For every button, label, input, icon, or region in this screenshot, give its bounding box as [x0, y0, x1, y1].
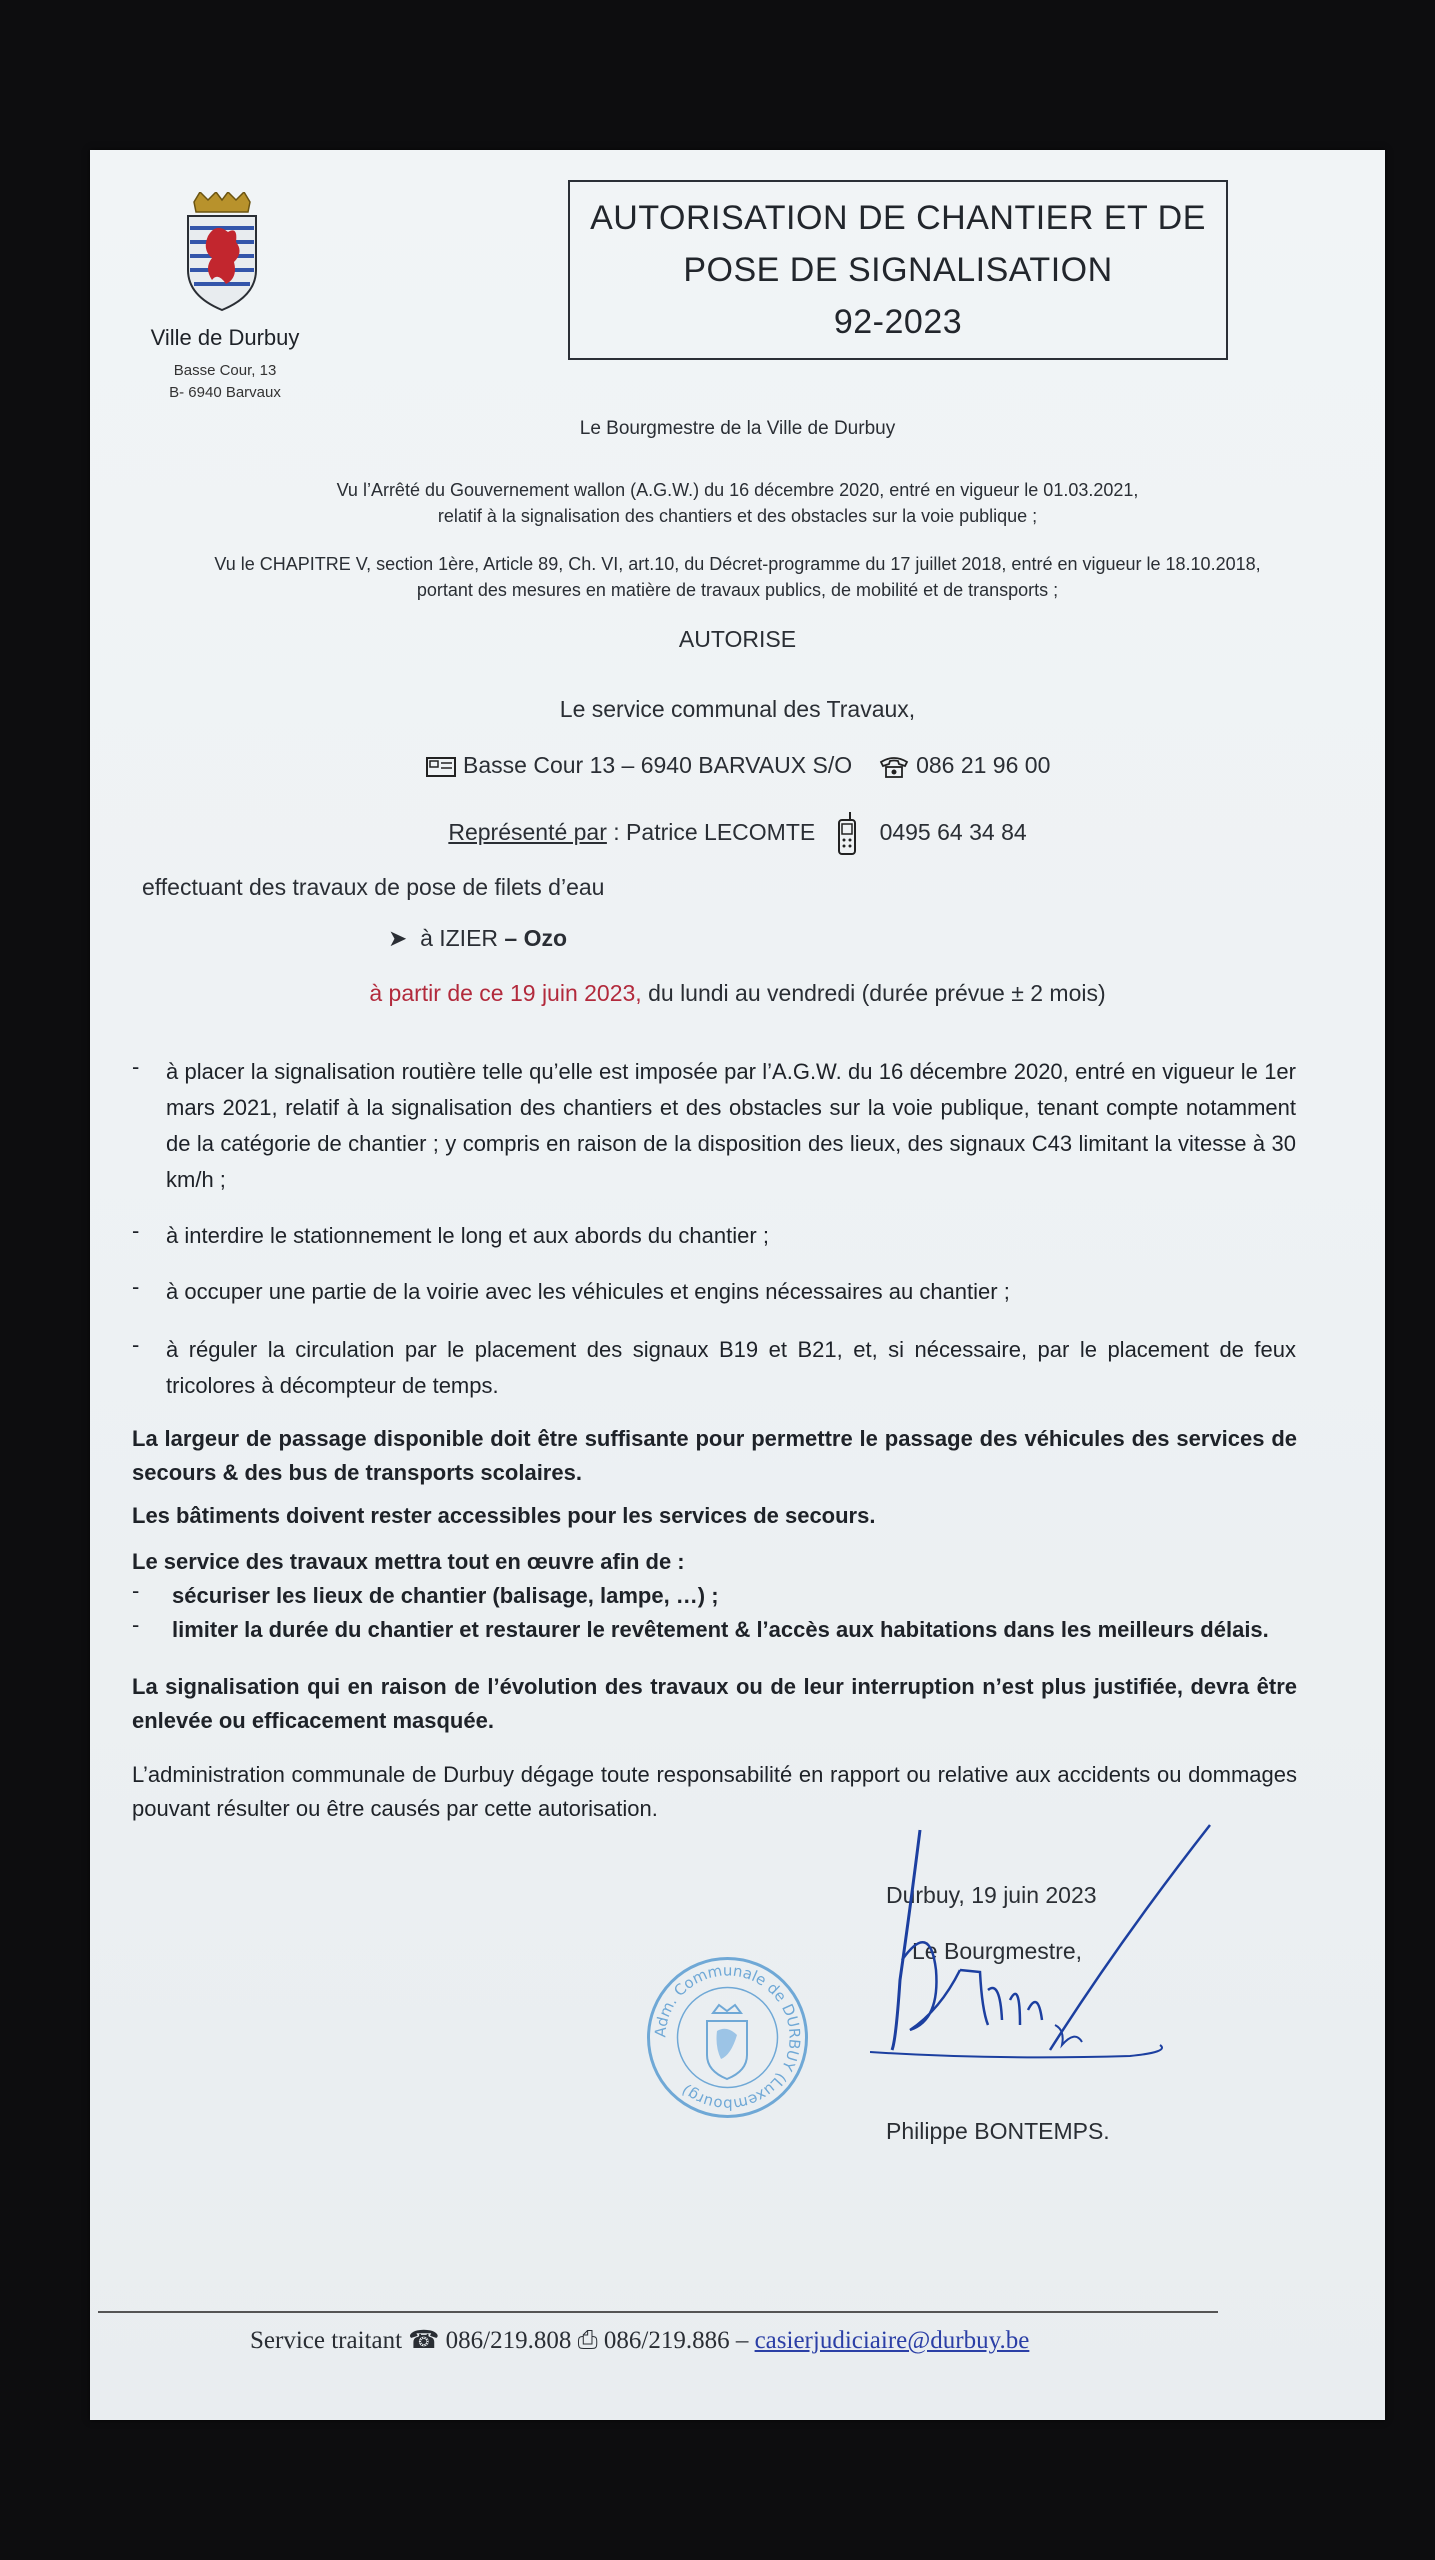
vu-agw-line-2: relatif à la signalisation des chantiers et des obstacles sur la voie publique ;	[437, 506, 1038, 526]
bullet-dash: -	[132, 1218, 140, 1243]
official-stamp	[645, 1955, 810, 2120]
address-line-2: B- 6940 Barvaux	[169, 384, 281, 401]
svg-text:Adm. Communale de DURBUY (Luxe: Adm. Communale de DURBUY (Luxembourg)	[651, 1961, 804, 2114]
footer-label: Service traitant	[250, 2327, 403, 2354]
mesure-limiter: limiter la durée du chantier et restaurer le revêtement & l’accès aux habitations dans les meilleurs délais.	[172, 1617, 1269, 1642]
represente-mobile: 0495 64 34 84	[879, 819, 1027, 846]
signature-role: Le Bourgmestre,	[912, 1938, 1083, 1964]
vu-decret-line-1: Vu le CHAPITRE V, section 1ère, Article 89, Ch. VI, art.10, du Décret-programme du 17 juillet 2018, entré en vigueur le 18.10.2018,	[214, 554, 1261, 574]
document-page	[90, 150, 1385, 2420]
arrow-bullet-icon: ➤	[388, 925, 408, 951]
fax-icon: ⎙	[577, 2327, 598, 2354]
warning-largeur: La largeur de passage disponible doit être suffisante pour permettre le passage des véhicules des services de secours & des bus de transports scolaires.	[132, 1426, 1297, 1485]
work-schedule: du lundi au vendredi (durée prévue ± 2 mois)	[641, 980, 1106, 1006]
phone-icon: ☎	[408, 2327, 440, 2354]
work-start-date: à partir de ce 19 juin 2023,	[369, 980, 642, 1006]
location-detail: – Ozo	[504, 925, 568, 951]
location-name: à IZIER	[420, 925, 505, 951]
warning-batiments: Les bâtiments doivent rester accessibles pour les services de secours.	[132, 1503, 876, 1528]
footer-fax: 086/219.886 –	[603, 2327, 749, 2354]
address-line-1: Basse Cour, 13	[173, 362, 277, 379]
bullet-circulation: à réguler la circulation par le placement des signaux B19 et B21, et, si nécessaire, par le placement de feux tricolores à décompteur de temps.	[166, 1337, 1296, 1398]
autorise-heading: AUTORISE	[678, 626, 797, 652]
bullet-voirie: à occuper une partie de la voirie avec les véhicules et engins nécessaires au chantier ;	[166, 1279, 1010, 1304]
responsabilite-note: L’administration communale de Durbuy dégage toute responsabilité en rapport ou relative aux accidents ou dommages pouvant résulter ou être causés par cette autorisation.	[132, 1762, 1297, 1821]
work-description: effectuant des travaux de pose de filets d’eau	[142, 874, 605, 900]
represente-row	[90, 810, 1385, 858]
coat-of-arms-icon	[182, 192, 262, 312]
signalisation-note: La signalisation qui en raison de l’évolution des travaux ou de leur interruption n’est plus justifiée, devra être enlevée ou efficacement masquée.	[132, 1674, 1297, 1733]
bullet-dash: -	[132, 1054, 140, 1079]
mesure-securiser: sécuriser les lieux de chantier (balisage, lampe, …) ;	[172, 1583, 719, 1608]
mesures-intro: Le service des travaux mettra tout en œuvre afin de :	[132, 1549, 685, 1574]
footer-email-link[interactable]: casierjudiciaire@durbuy.be	[754, 2327, 1030, 2354]
mobile-phone-icon	[834, 810, 860, 858]
bullet-dash: -	[132, 1612, 140, 1637]
footer-divider	[98, 2311, 1218, 2313]
represente-label: Représenté par	[448, 819, 607, 846]
work-location	[388, 925, 567, 952]
title-line-1: AUTORISATION DE CHANTIER ET DE	[590, 199, 1206, 237]
bourgmestre-heading: Le Bourgmestre de la Ville de Durbuy	[579, 418, 896, 439]
service-address: Basse Cour 13 – 6940 BARVAUX S/O	[463, 752, 853, 778]
bullet-stationnement: à interdire le stationnement le long et aux abords du chantier ;	[166, 1223, 769, 1248]
title-line-3: 92-2023	[833, 303, 963, 341]
service-contact-row	[90, 752, 1385, 780]
footer-phone: 086/219.808	[445, 2327, 572, 2354]
signature-date: Durbuy, 19 juin 2023	[886, 1882, 1097, 1908]
bullet-signalisation: à placer la signalisation routière telle qu’elle est imposée par l’A.G.W. du 16 décembre 2020, entré en vigueur le 1er mars 2021, relatif à la signalisation des chantiers et des obstacles sur la voie publique, tenant compte notamment de la catégorie de chantier ; y compris en raison de la disposition des lieux, des signaux C43 limitant la vitesse à 30 km/h ;	[166, 1059, 1296, 1192]
title-box	[568, 180, 1228, 360]
signature-name: Philippe BONTEMPS.	[886, 2118, 1110, 2144]
bullet-dash: -	[132, 1274, 140, 1299]
work-period	[90, 980, 1385, 1007]
service-name: Le service communal des Travaux,	[559, 696, 916, 722]
vu-agw-line-1: Vu l’Arrêté du Gouvernement wallon (A.G.W.) du 16 décembre 2020, entré en vigueur le 01.03.2021,	[336, 480, 1139, 500]
envelope-icon	[425, 754, 457, 780]
ville-name: Ville de Durbuy	[150, 325, 300, 350]
vu-decret-line-2: portant des mesures en matière de travaux publics, de mobilité et de transports ;	[416, 580, 1059, 600]
represente-name: : Patrice LECOMTE	[606, 819, 816, 846]
bullet-dash: -	[132, 1332, 140, 1357]
title-line-2: POSE DE SIGNALISATION	[683, 251, 1113, 289]
service-phone: 086 21 96 00	[916, 752, 1051, 778]
handwritten-signature	[870, 1820, 1220, 2060]
bullet-dash: -	[132, 1578, 140, 1603]
ville-address	[130, 360, 320, 404]
telephone-icon	[878, 754, 910, 780]
footer	[250, 2325, 1029, 2355]
